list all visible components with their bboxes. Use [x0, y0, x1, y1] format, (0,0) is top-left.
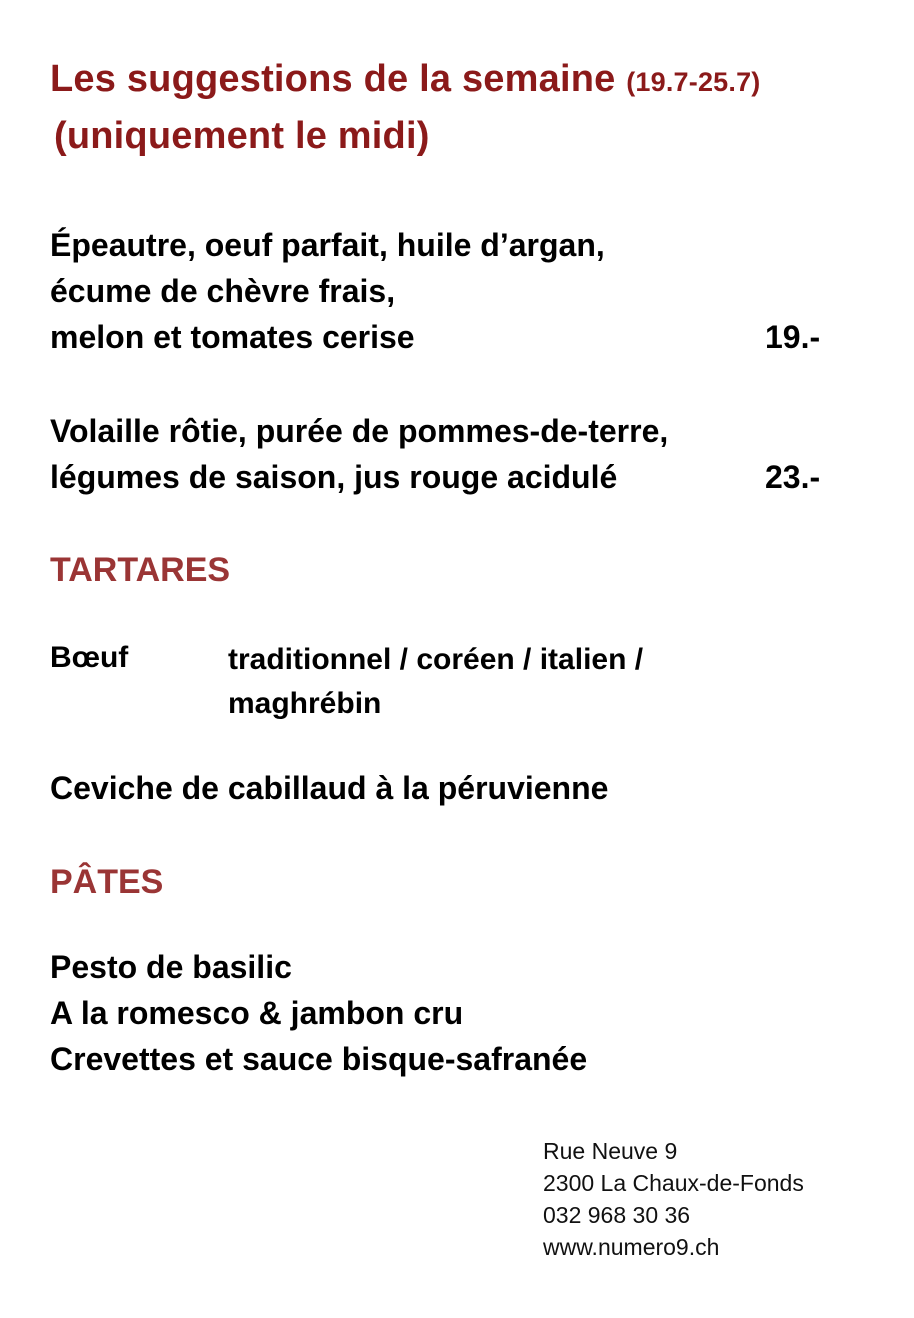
tartare-variant-line: traditionnel / coréen / italien / — [228, 643, 644, 676]
address-city: 2300 La Chaux-de-Fonds — [543, 1170, 804, 1196]
title-text: Les suggestions de la semaine — [50, 58, 616, 100]
tartare-ceviche: Ceviche de cabillaud à la péruvienne — [50, 770, 609, 806]
website: www.numero9.ch — [543, 1234, 720, 1260]
tartare-boeuf-name: Bœuf — [50, 641, 129, 674]
address-street: Rue Neuve 9 — [543, 1138, 678, 1164]
pasta-item: Crevettes et sauce bisque-safranée — [50, 1041, 588, 1077]
tartares-heading: TARTARES — [50, 551, 231, 589]
lunch-only-note: (uniquement le midi) — [54, 115, 430, 157]
phone-number: 032 968 30 36 — [543, 1202, 691, 1228]
tartare-boeuf-variants — [228, 638, 698, 726]
week-dates: (19.7-25.7) — [626, 67, 761, 97]
suggestion-1-line: Épeautre, oeuf parfait, huile d’argan, — [50, 227, 605, 263]
suggestion-2-line: Volaille rôtie, purée de pommes-de-terre, — [50, 413, 669, 449]
pasta-item: A la romesco & jambon cru — [50, 995, 464, 1031]
suggestion-1 — [50, 222, 605, 360]
suggestion-2-line: légumes de saison, jus rouge acidulé — [50, 459, 618, 495]
suggestion-1-line: melon et tomates cerise — [50, 319, 415, 355]
pates-list — [50, 944, 587, 1082]
suggestion-1-price: 19.- — [765, 319, 821, 355]
pates-heading: PÂTES — [50, 863, 164, 901]
restaurant-address — [543, 1135, 804, 1263]
tartare-variant-line: maghrébin — [228, 687, 382, 720]
suggestion-2 — [50, 408, 668, 500]
suggestion-1-line: écume de chèvre frais, — [50, 273, 396, 309]
menu-title — [50, 52, 761, 163]
suggestion-2-price: 23.- — [765, 459, 821, 495]
pasta-item: Pesto de basilic — [50, 949, 292, 985]
